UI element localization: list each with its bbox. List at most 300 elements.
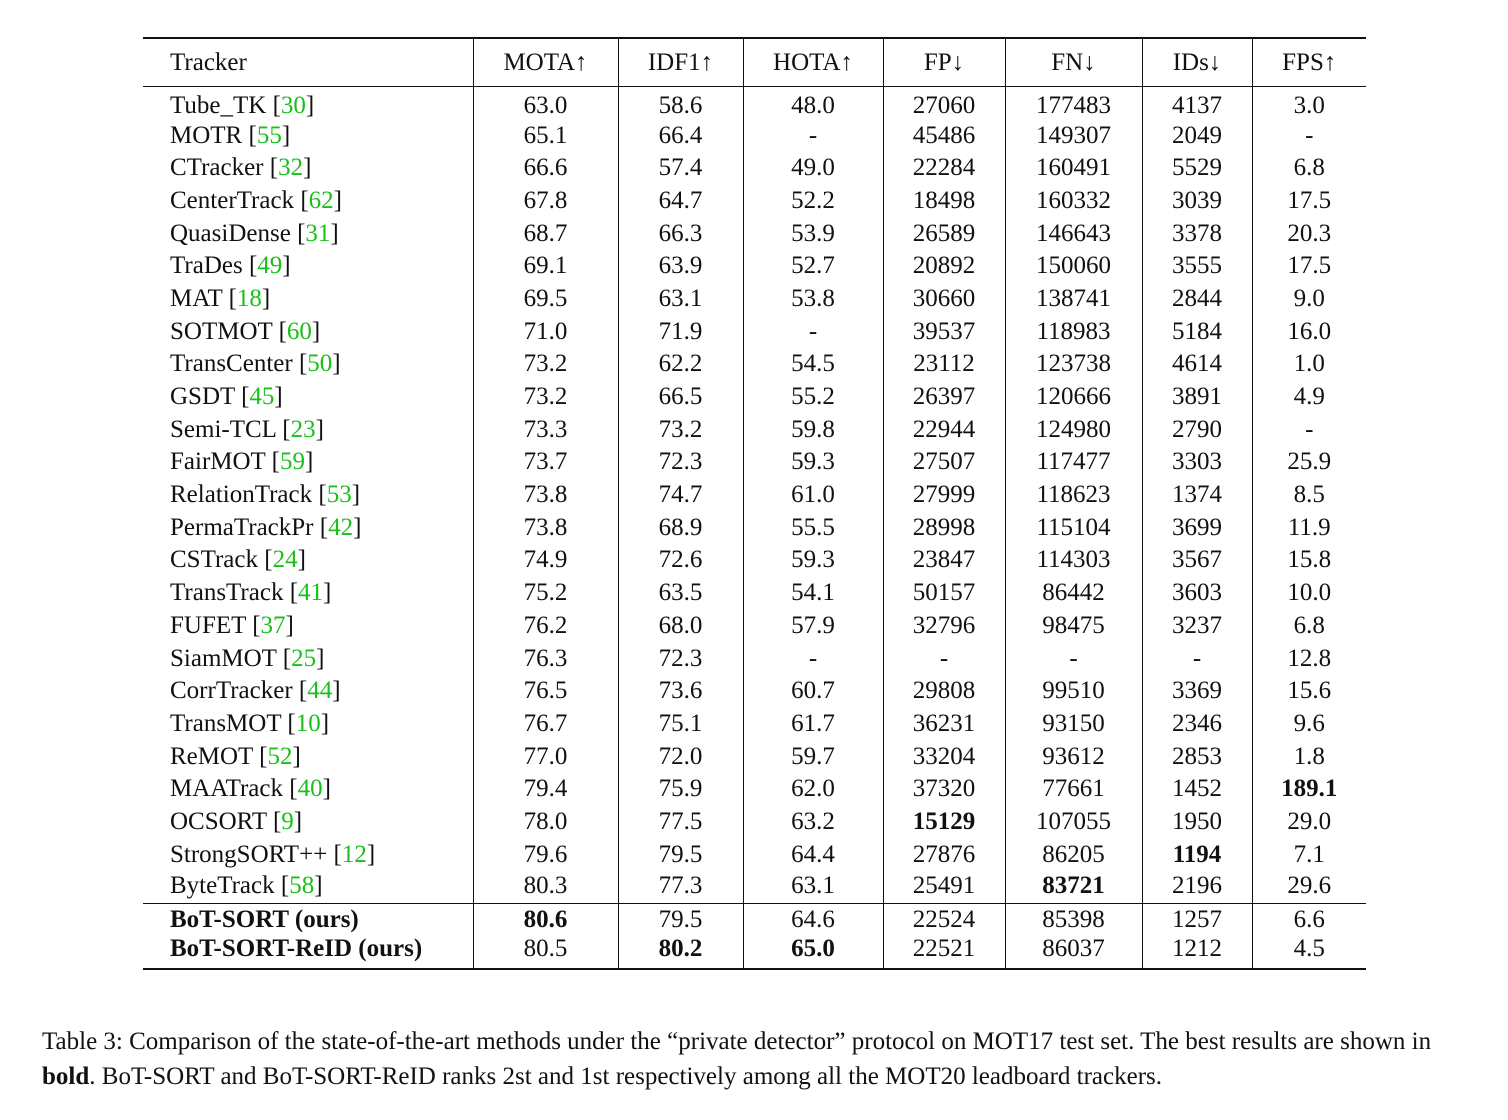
tracker-name: FairMOT (170, 448, 266, 476)
metric-cell: 118623 (1005, 478, 1142, 511)
metric-cell: 8.5 (1252, 478, 1366, 511)
metric-cell: 1212 (1142, 936, 1252, 969)
metric-cell: 71.0 (473, 315, 618, 348)
metric-cell: 15.6 (1252, 674, 1366, 707)
table-row (143, 282, 1366, 315)
metric-cell: 77.0 (473, 740, 618, 773)
metric-cell: 68.9 (618, 511, 743, 544)
results-table-container (143, 37, 1366, 970)
table-row (143, 903, 1366, 936)
metric-cell: 76.5 (473, 674, 618, 707)
tracker-name: Semi-TCL (170, 415, 277, 443)
metric-cell: 86205 (1005, 838, 1142, 871)
tracker-name: SiamMOT (170, 644, 277, 672)
metric-cell: 83721 (1005, 871, 1142, 904)
tracker-name: CSTrack (170, 546, 258, 574)
metric-cell: 1.8 (1252, 740, 1366, 773)
metric-cell: 66.5 (618, 380, 743, 413)
metric-cell: 80.6 (473, 903, 618, 936)
table-header (143, 38, 1366, 86)
citation-link[interactable]: 59 (279, 448, 305, 476)
metric-cell: 73.3 (473, 413, 618, 446)
header-cell: HOTA↑ (743, 38, 883, 86)
metric-cell: 62.2 (618, 348, 743, 381)
metric-cell: 50157 (883, 576, 1005, 609)
metric-cell: 23847 (883, 544, 1005, 577)
metric-cell: 72.0 (618, 740, 743, 773)
metric-cell: 2853 (1142, 740, 1252, 773)
metric-cell: 189.1 (1252, 772, 1366, 805)
table-row (143, 511, 1366, 544)
metric-cell: 63.5 (618, 576, 743, 609)
metric-cell: 117477 (1005, 446, 1142, 479)
metric-cell: 98475 (1005, 609, 1142, 642)
metric-cell: 2196 (1142, 871, 1252, 904)
metric-cell: 22524 (883, 903, 1005, 936)
tracker-name: CorrTracker (170, 677, 293, 705)
tracker-name-cell: TransTrack [41] (170, 579, 332, 607)
table-row (143, 871, 1366, 904)
tracker-name: StrongSORT++ (170, 840, 328, 868)
table-row (143, 86, 1366, 119)
metric-cell: 25.9 (1252, 446, 1366, 479)
table-row (143, 249, 1366, 282)
metric-cell: 68.7 (473, 217, 618, 250)
metric-cell: 149307 (1005, 119, 1142, 152)
metric-cell: 76.3 (473, 642, 618, 675)
metric-cell: 77.5 (618, 805, 743, 838)
metric-cell: 15129 (883, 805, 1005, 838)
metric-cell: - (743, 642, 883, 675)
metric-cell: 61.7 (743, 707, 883, 740)
header-cell: IDs↓ (1142, 38, 1252, 86)
citation-link[interactable]: 42 (328, 513, 354, 541)
metric-cell: 59.3 (743, 446, 883, 479)
header-cell: MOTA↑ (473, 38, 618, 86)
citation-link[interactable]: 18 (236, 284, 262, 312)
metric-cell: 3237 (1142, 609, 1252, 642)
metric-cell: 65.0 (743, 936, 883, 969)
header-cell: Tracker (170, 48, 247, 76)
header-cell: FPS↑ (1252, 38, 1366, 86)
metric-cell: 74.9 (473, 544, 618, 577)
citation-link[interactable]: 62 (308, 186, 334, 214)
tracker-name: SOTMOT (170, 317, 273, 345)
metric-cell: 2790 (1142, 413, 1252, 446)
metric-cell: 9.6 (1252, 707, 1366, 740)
citation-link[interactable]: 45 (249, 383, 275, 411)
metric-cell: 115104 (1005, 511, 1142, 544)
metric-cell: 146643 (1005, 217, 1142, 250)
metric-cell: 99510 (1005, 674, 1142, 707)
metric-cell: 2049 (1142, 119, 1252, 152)
metric-cell: 22944 (883, 413, 1005, 446)
table-row (143, 151, 1366, 184)
metric-cell: 1.0 (1252, 348, 1366, 381)
table-row (143, 674, 1366, 707)
tracker-name-cell: TraDes [49] (170, 252, 291, 280)
tracker-name: ReMOT (170, 742, 253, 770)
metric-cell: 23112 (883, 348, 1005, 381)
metric-cell: 28998 (883, 511, 1005, 544)
metric-cell: 6.6 (1252, 903, 1366, 936)
metric-cell: 5184 (1142, 315, 1252, 348)
header-cell: IDF1↑ (618, 38, 743, 86)
metric-cell: 57.9 (743, 609, 883, 642)
metric-cell: 1257 (1142, 903, 1252, 936)
metric-cell: 75.1 (618, 707, 743, 740)
tracker-name: OCSORT (170, 807, 267, 835)
metric-cell: 75.9 (618, 772, 743, 805)
metric-cell: 1194 (1142, 838, 1252, 871)
metric-cell: 64.7 (618, 184, 743, 217)
metric-cell: 29.6 (1252, 871, 1366, 904)
metric-cell: - (1252, 119, 1366, 152)
metric-cell: 64.6 (743, 903, 883, 936)
table-row (143, 609, 1366, 642)
table-row (143, 478, 1366, 511)
metric-cell: - (1005, 642, 1142, 675)
metric-cell: 150060 (1005, 249, 1142, 282)
tracker-name: TransTrack (170, 579, 284, 607)
metric-cell: 120666 (1005, 380, 1142, 413)
metric-cell: 15.8 (1252, 544, 1366, 577)
tracker-name-cell: GSDT [45] (170, 383, 283, 411)
metric-cell: - (743, 119, 883, 152)
metric-cell: 75.2 (473, 576, 618, 609)
metric-cell: - (1142, 642, 1252, 675)
citation-link[interactable]: 53 (326, 481, 352, 509)
metric-cell: 63.2 (743, 805, 883, 838)
metric-cell: 76.2 (473, 609, 618, 642)
metric-cell: 66.3 (618, 217, 743, 250)
metric-cell: 3891 (1142, 380, 1252, 413)
metric-cell: 77661 (1005, 772, 1142, 805)
citation-link[interactable]: 24 (272, 546, 298, 574)
tracker-name-cell: CorrTracker [44] (170, 677, 341, 705)
metric-cell: 30660 (883, 282, 1005, 315)
metric-cell: 20.3 (1252, 217, 1366, 250)
tracker-name: FUFET (170, 611, 246, 639)
table-row (143, 936, 1366, 969)
tracker-name-cell: ByteTrack [58] (170, 872, 323, 900)
metric-cell: 114303 (1005, 544, 1142, 577)
tracker-name: TraDes (170, 252, 243, 280)
tracker-name-cell (143, 903, 473, 936)
metric-cell: 160491 (1005, 151, 1142, 184)
caption-text-1: Table 3: Comparison of the state-of-the-art methods under the “private detector” protocol on MOT17 test set. The best results are shown in (42, 1028, 1432, 1055)
metric-cell: 4137 (1142, 86, 1252, 119)
tracker-name: CenterTrack (170, 186, 295, 214)
citation-link[interactable]: 9 (281, 807, 294, 835)
metric-cell: 16.0 (1252, 315, 1366, 348)
tracker-name-cell: MAT [18] (170, 284, 271, 312)
metric-cell: 86442 (1005, 576, 1142, 609)
tracker-name-cell: SiamMOT [25] (170, 644, 325, 672)
metric-cell: 1950 (1142, 805, 1252, 838)
metric-cell: 45486 (883, 119, 1005, 152)
metric-cell: 63.1 (743, 871, 883, 904)
metric-cell: 3378 (1142, 217, 1252, 250)
metric-cell: 36231 (883, 707, 1005, 740)
metric-cell: 53.8 (743, 282, 883, 315)
tracker-name-cell: StrongSORT++ [12] (170, 840, 376, 868)
metric-cell: 11.9 (1252, 511, 1366, 544)
metric-cell: 27999 (883, 478, 1005, 511)
metric-cell: 68.0 (618, 609, 743, 642)
tracker-name-cell: FUFET [37] (170, 611, 294, 639)
metric-cell: 4.5 (1252, 936, 1366, 969)
citation-link[interactable]: 37 (260, 611, 286, 639)
metric-cell: 61.0 (743, 478, 883, 511)
metric-cell: 58.6 (618, 86, 743, 119)
metric-cell: 69.5 (473, 282, 618, 315)
metric-cell: 63.9 (618, 249, 743, 282)
tracker-name: MAATrack (170, 775, 283, 803)
tracker-name: BoT-SORT (ours) (170, 906, 359, 934)
citation-link[interactable]: 49 (257, 252, 283, 280)
metric-cell: 59.8 (743, 413, 883, 446)
citation-link[interactable]: 25 (291, 644, 317, 672)
metric-cell: 64.4 (743, 838, 883, 871)
tracker-name: RelationTrack (170, 481, 313, 509)
metric-cell: 76.7 (473, 707, 618, 740)
metric-cell: 80.3 (473, 871, 618, 904)
table-caption (42, 1024, 1472, 1094)
metric-cell: 73.8 (473, 478, 618, 511)
metric-cell: 22284 (883, 151, 1005, 184)
metric-cell: 60.7 (743, 674, 883, 707)
tracker-name-cell: SOTMOT [60] (170, 317, 321, 345)
metric-cell: 59.3 (743, 544, 883, 577)
metric-cell: - (743, 315, 883, 348)
metric-cell: 79.5 (618, 838, 743, 871)
metric-cell: 6.8 (1252, 151, 1366, 184)
metric-cell: 48.0 (743, 86, 883, 119)
citation-link[interactable]: 10 (295, 709, 321, 737)
citation-link[interactable]: 12 (341, 840, 367, 868)
tracker-name-cell: TransMOT [10] (170, 709, 330, 737)
table-row (143, 119, 1366, 152)
tracker-name-cell: QuasiDense [31] (170, 219, 339, 247)
tracker-name: Tube_TK (170, 92, 267, 120)
metric-cell: 3303 (1142, 446, 1252, 479)
metric-cell: 2844 (1142, 282, 1252, 315)
tracker-name: BoT-SORT-ReID (ours) (170, 935, 423, 963)
metric-cell: 93612 (1005, 740, 1142, 773)
citation-link[interactable]: 40 (297, 775, 323, 803)
metric-cell: 66.4 (618, 119, 743, 152)
table-row (143, 707, 1366, 740)
tracker-name-cell: Tube_TK [30] (170, 92, 315, 120)
citation-link[interactable]: 44 (307, 677, 333, 705)
caption-text-2: . BoT-SORT and BoT-SORT-ReID ranks 2st and 1st respectively among all the MOT20 leadboard trackers. (89, 1063, 1163, 1090)
tracker-name: TransMOT (170, 709, 282, 737)
metric-cell: 72.3 (618, 642, 743, 675)
citation-link[interactable]: 52 (267, 742, 293, 770)
citation-link[interactable]: 30 (280, 92, 306, 120)
tracker-name: GSDT (170, 383, 235, 411)
tracker-name: MOTR (170, 121, 243, 149)
metric-cell: 6.8 (1252, 609, 1366, 642)
table-row (143, 740, 1366, 773)
metric-cell: - (883, 642, 1005, 675)
metric-cell: 1374 (1142, 478, 1252, 511)
table-row (143, 642, 1366, 675)
table-row (143, 217, 1366, 250)
table-row (143, 544, 1366, 577)
tracker-name-cell: CenterTrack [62] (170, 186, 342, 214)
metric-cell: 78.0 (473, 805, 618, 838)
metric-cell: 177483 (1005, 86, 1142, 119)
tracker-name-cell: PermaTrackPr [42] (170, 513, 362, 541)
caption-bold-word: bold (42, 1063, 90, 1090)
table-row (143, 184, 1366, 217)
table-row (143, 805, 1366, 838)
metric-cell: 86037 (1005, 936, 1142, 969)
table-body-ours (143, 903, 1366, 968)
metric-cell: 53.9 (743, 217, 883, 250)
citation-link[interactable]: 41 (298, 579, 324, 607)
metric-cell: 49.0 (743, 151, 883, 184)
table-row (143, 413, 1366, 446)
metric-cell: 7.1 (1252, 838, 1366, 871)
citation-link[interactable]: 32 (278, 154, 304, 182)
metric-cell: 55.2 (743, 380, 883, 413)
metric-cell: 1452 (1142, 772, 1252, 805)
metric-cell: 107055 (1005, 805, 1142, 838)
metric-cell: 73.2 (618, 413, 743, 446)
tracker-name-cell: CSTrack [24] (170, 546, 306, 574)
metric-cell: 85398 (1005, 903, 1142, 936)
tracker-name: PermaTrackPr (170, 513, 314, 541)
metric-cell: 77.3 (618, 871, 743, 904)
metric-cell: 80.5 (473, 936, 618, 969)
metric-cell: 73.6 (618, 674, 743, 707)
metric-cell: 12.8 (1252, 642, 1366, 675)
metric-cell: 27876 (883, 838, 1005, 871)
metric-cell: 79.4 (473, 772, 618, 805)
metric-cell: 73.8 (473, 511, 618, 544)
metric-cell: 63.1 (618, 282, 743, 315)
tracker-name-cell: TransCenter [50] (170, 350, 341, 378)
metric-cell: 29.0 (1252, 805, 1366, 838)
metric-cell: 9.0 (1252, 282, 1366, 315)
metric-cell: 3603 (1142, 576, 1252, 609)
citation-link[interactable]: 31 (305, 219, 331, 247)
citation-link[interactable]: 60 (286, 317, 312, 345)
metric-cell: 59.7 (743, 740, 883, 773)
metric-cell: 93150 (1005, 707, 1142, 740)
metric-cell: 62.0 (743, 772, 883, 805)
metric-cell: 17.5 (1252, 249, 1366, 282)
metric-cell: 5529 (1142, 151, 1252, 184)
metric-cell: 3039 (1142, 184, 1252, 217)
metric-cell: 72.6 (618, 544, 743, 577)
citation-link[interactable]: 55 (256, 121, 282, 149)
table-row (143, 348, 1366, 381)
metric-cell: 27060 (883, 86, 1005, 119)
metric-cell: 4.9 (1252, 380, 1366, 413)
metric-cell: 4614 (1142, 348, 1252, 381)
table-row (143, 446, 1366, 479)
metric-cell: 10.0 (1252, 576, 1366, 609)
tracker-name-cell: Semi-TCL [23] (170, 415, 324, 443)
metric-cell: 66.6 (473, 151, 618, 184)
citation-link[interactable]: 50 (307, 350, 333, 378)
metric-cell: 3567 (1142, 544, 1252, 577)
metric-cell: 160332 (1005, 184, 1142, 217)
metric-cell: 3555 (1142, 249, 1252, 282)
metric-cell: 3.0 (1252, 86, 1366, 119)
metric-cell: 73.2 (473, 348, 618, 381)
tracker-name-cell: MOTR [55] (170, 121, 291, 149)
metric-cell: 80.2 (618, 936, 743, 969)
metric-cell: 17.5 (1252, 184, 1366, 217)
metric-cell: 138741 (1005, 282, 1142, 315)
metric-cell: 123738 (1005, 348, 1142, 381)
citation-link[interactable]: 58 (289, 872, 315, 900)
header-cell: FP↓ (883, 38, 1005, 86)
metric-cell: 33204 (883, 740, 1005, 773)
metric-cell: 55.5 (743, 511, 883, 544)
tracker-name-cell: OCSORT [9] (170, 807, 303, 835)
metric-cell: 27507 (883, 446, 1005, 479)
tracker-name-cell: ReMOT [52] (170, 742, 301, 770)
metric-cell: 25491 (883, 871, 1005, 904)
table-row (143, 838, 1366, 871)
metric-cell: 26397 (883, 380, 1005, 413)
tracker-name-cell: CTracker [32] (170, 154, 312, 182)
metric-cell: 57.4 (618, 151, 743, 184)
metric-cell: 3369 (1142, 674, 1252, 707)
metric-cell: 2346 (1142, 707, 1252, 740)
tracker-name-cell: FairMOT [59] (170, 448, 314, 476)
tracker-name: ByteTrack (170, 872, 275, 900)
header-row (143, 38, 1366, 86)
metric-cell: 124980 (1005, 413, 1142, 446)
table-row (143, 380, 1366, 413)
metric-cell: 69.1 (473, 249, 618, 282)
metric-cell: 3699 (1142, 511, 1252, 544)
tracker-name-cell: RelationTrack [53] (170, 481, 361, 509)
metric-cell: 20892 (883, 249, 1005, 282)
metric-cell: 37320 (883, 772, 1005, 805)
tracker-name-cell (143, 936, 473, 969)
citation-link[interactable]: 23 (290, 415, 316, 443)
header-cell: FN↓ (1005, 38, 1142, 86)
metric-cell: 29808 (883, 674, 1005, 707)
metric-cell: 72.3 (618, 446, 743, 479)
metric-cell: 54.5 (743, 348, 883, 381)
metric-cell: 65.1 (473, 119, 618, 152)
metric-cell: 18498 (883, 184, 1005, 217)
tracker-name: QuasiDense (170, 219, 291, 247)
metric-cell: 52.2 (743, 184, 883, 217)
results-table (143, 37, 1366, 970)
metric-cell: 118983 (1005, 315, 1142, 348)
metric-cell: 39537 (883, 315, 1005, 348)
metric-cell: 73.7 (473, 446, 618, 479)
tracker-name: MAT (170, 284, 223, 312)
metric-cell: 73.2 (473, 380, 618, 413)
metric-cell: 52.7 (743, 249, 883, 282)
metric-cell: 74.7 (618, 478, 743, 511)
table-row (143, 772, 1366, 805)
metric-cell: 22521 (883, 936, 1005, 969)
metric-cell: 79.6 (473, 838, 618, 871)
metric-cell: 67.8 (473, 184, 618, 217)
